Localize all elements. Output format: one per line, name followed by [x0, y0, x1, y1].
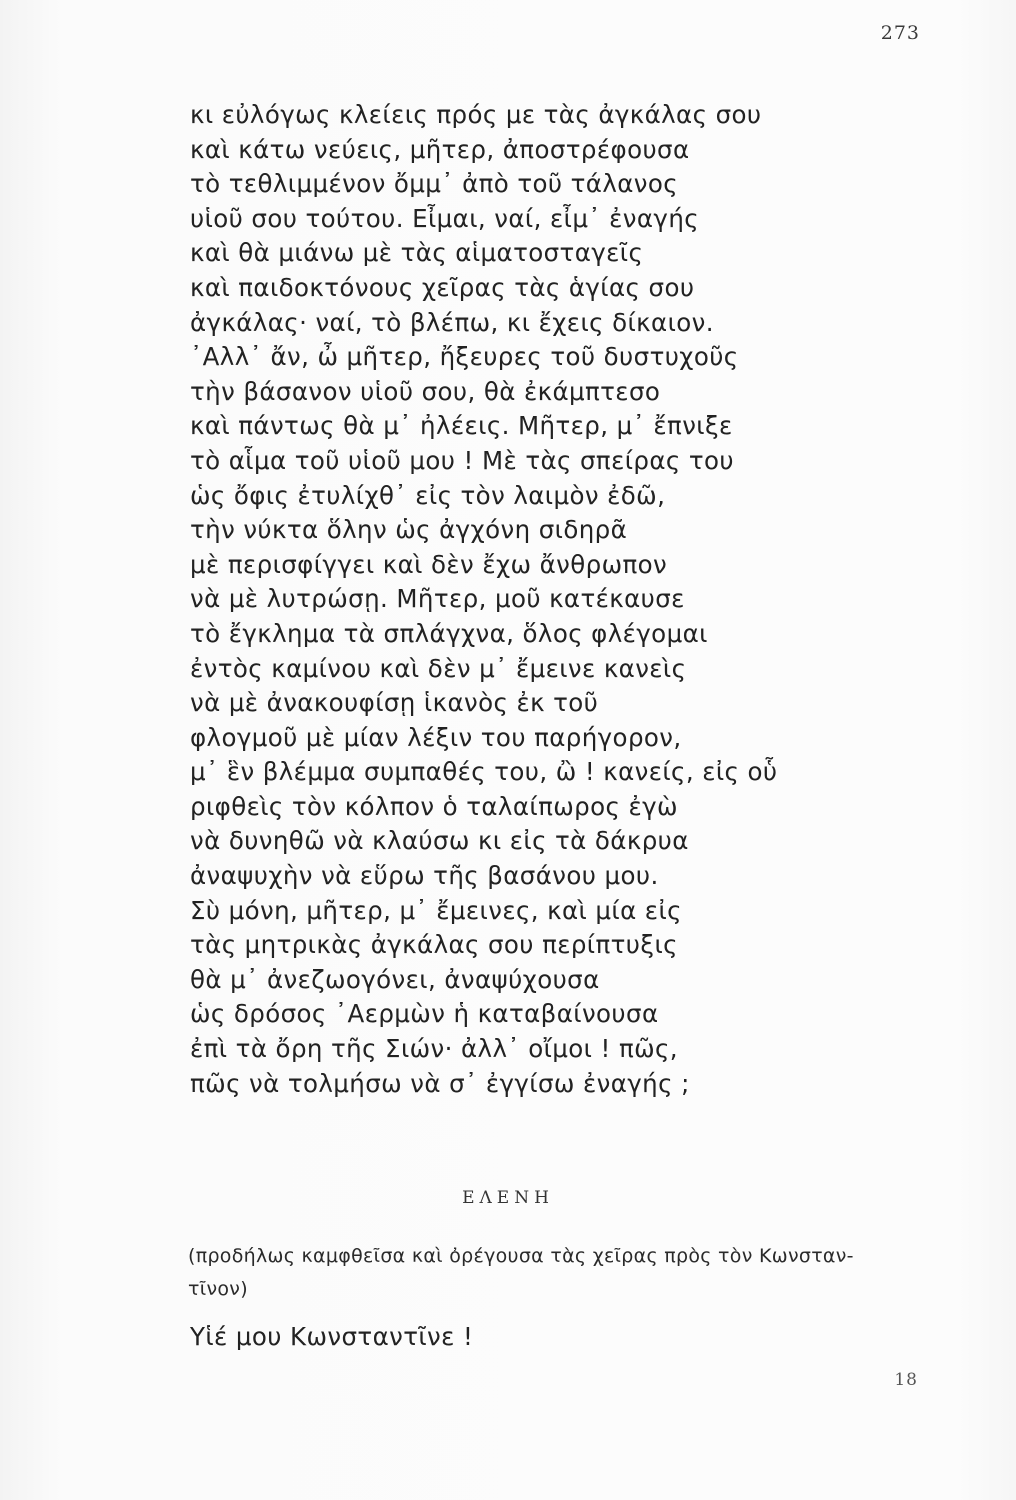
verse-line: μ᾽ ἓν βλέμμα συμπαθές του, ὢ ! κανείς, εἰς οὗ [190, 757, 778, 787]
verse-line: νὰ δυνηθῶ νὰ κλαύσω κι εἰς τὰ δάκρυα [190, 826, 689, 856]
verse-line: θὰ μ᾽ ἀνεζωογόνει, ἀναψύχουσα [190, 964, 600, 994]
verse-line: καὶ θὰ μιάνω μὲ τὰς αἱματοσταγεῖς [190, 238, 644, 268]
signature-mark: 18 [894, 1370, 918, 1390]
verse-line: τὰς μητρικὰς ἀγκάλας σου περίπτυξις [190, 930, 678, 960]
verse-line: φλογμοῦ μὲ μίαν λέξιν του παρήγορον, [190, 722, 682, 752]
verse-line: νὰ μὲ ἀνακουφίσῃ ἱκανὸς ἐκ τοῦ [190, 688, 599, 718]
verse-line: ἀγκάλας· ναί, τὸ βλέπω, κι ἔχεις δίκαιον. [190, 307, 714, 337]
verse-line: Σὺ μόνη, μῆτερ, μ᾽ ἔμεινες, καὶ μία εἰς [190, 895, 682, 925]
verse-line: ἐντὸς καμίνου καὶ δὲν μ᾽ ἔμεινε κανεὶς [190, 653, 687, 683]
verse-line: τὸ αἷμα τοῦ υἱοῦ μου ! Μὲ τὰς σπείρας του [190, 445, 734, 475]
verse-line: ᾽Αλλ᾽ ἄν, ὦ μῆτερ, ἤξευρες τοῦ δυστυχοῦς [190, 342, 739, 372]
verse-line: νὰ μὲ λυτρώσῃ. Μῆτερ, μοῦ κατέκαυσε [190, 584, 685, 614]
verse-line: τὴν νύκτα ὅλην ὡς ἀγχόνη σιδηρᾶ [190, 515, 628, 545]
verse-line: κι εὐλόγως κλείεις πρός με τὰς ἀγκάλας σου [190, 100, 762, 129]
verse-line: πῶς νὰ τολμήσω νὰ σ᾽ ἐγγίσω ἐναγής ; [190, 1068, 690, 1098]
stage-direction [188, 1240, 968, 1306]
verse-line: υἱοῦ σου τούτου. Εἶμαι, ναί, εἶμ᾽ ἐναγής [190, 203, 700, 233]
verse-line: καὶ παιδοκτόνους χεῖρας τὰς ἁγίας σου [190, 272, 695, 302]
verse-line: τὸ ἔγκλημα τὰ σπλάγχνα, ὅλος φλέγομαι [190, 618, 708, 648]
verse-line: τὴν βάσανον υἱοῦ σου, θὰ ἐκάμπτεσο [190, 376, 661, 406]
verse-line: ὡς δρόσος ᾽Αερμὼν ἡ καταβαίνουσα [190, 999, 659, 1029]
verse-line: καὶ κάτω νεύεις, μῆτερ, ἀποστρέφουσα [190, 134, 690, 164]
verse-line: μὲ περισφίγγει καὶ δὲν ἔχω ἄνθρωπον [190, 549, 668, 579]
stage-direction-line: τῖνον) [188, 1278, 248, 1300]
verse-line: ριφθεὶς τὸν κόλπον ὁ ταλαίπωρος ἐγὼ [190, 791, 678, 821]
verse-line: ἐπὶ τὰ ὄρη τῆς Σιών· ἀλλ᾽ οἴμοι ! πῶς, [190, 1034, 678, 1064]
speaker-name: ΕΛΕΝΗ [462, 1188, 554, 1208]
page-number: 273 [880, 22, 920, 44]
verse-line: τὸ τεθλιμμένον ὄμμ᾽ ἀπὸ τοῦ τάλανος [190, 169, 679, 199]
spoken-line: Υἱέ μου Κωνσταντῖνε ! [190, 1322, 474, 1351]
verse-line: ἀναψυχὴν νὰ εὕρω τῆς βασάνου μου. [190, 861, 659, 891]
verse-line: ὡς ὄφις ἐτυλίχθ᾽ εἰς τὸν λαιμὸν ἐδῶ, [190, 480, 666, 510]
verse-line: καὶ πάντως θὰ μ᾽ ἠλέεις. Μῆτερ, μ᾽ ἔπνιξε [190, 411, 733, 441]
verse-block [190, 98, 890, 1101]
stage-direction-line: (προδήλως καμφθεῖσα καὶ ὀρέγουσα τὰς χεῖρας πρὸς τὸν Κωνσταν- [188, 1245, 854, 1267]
